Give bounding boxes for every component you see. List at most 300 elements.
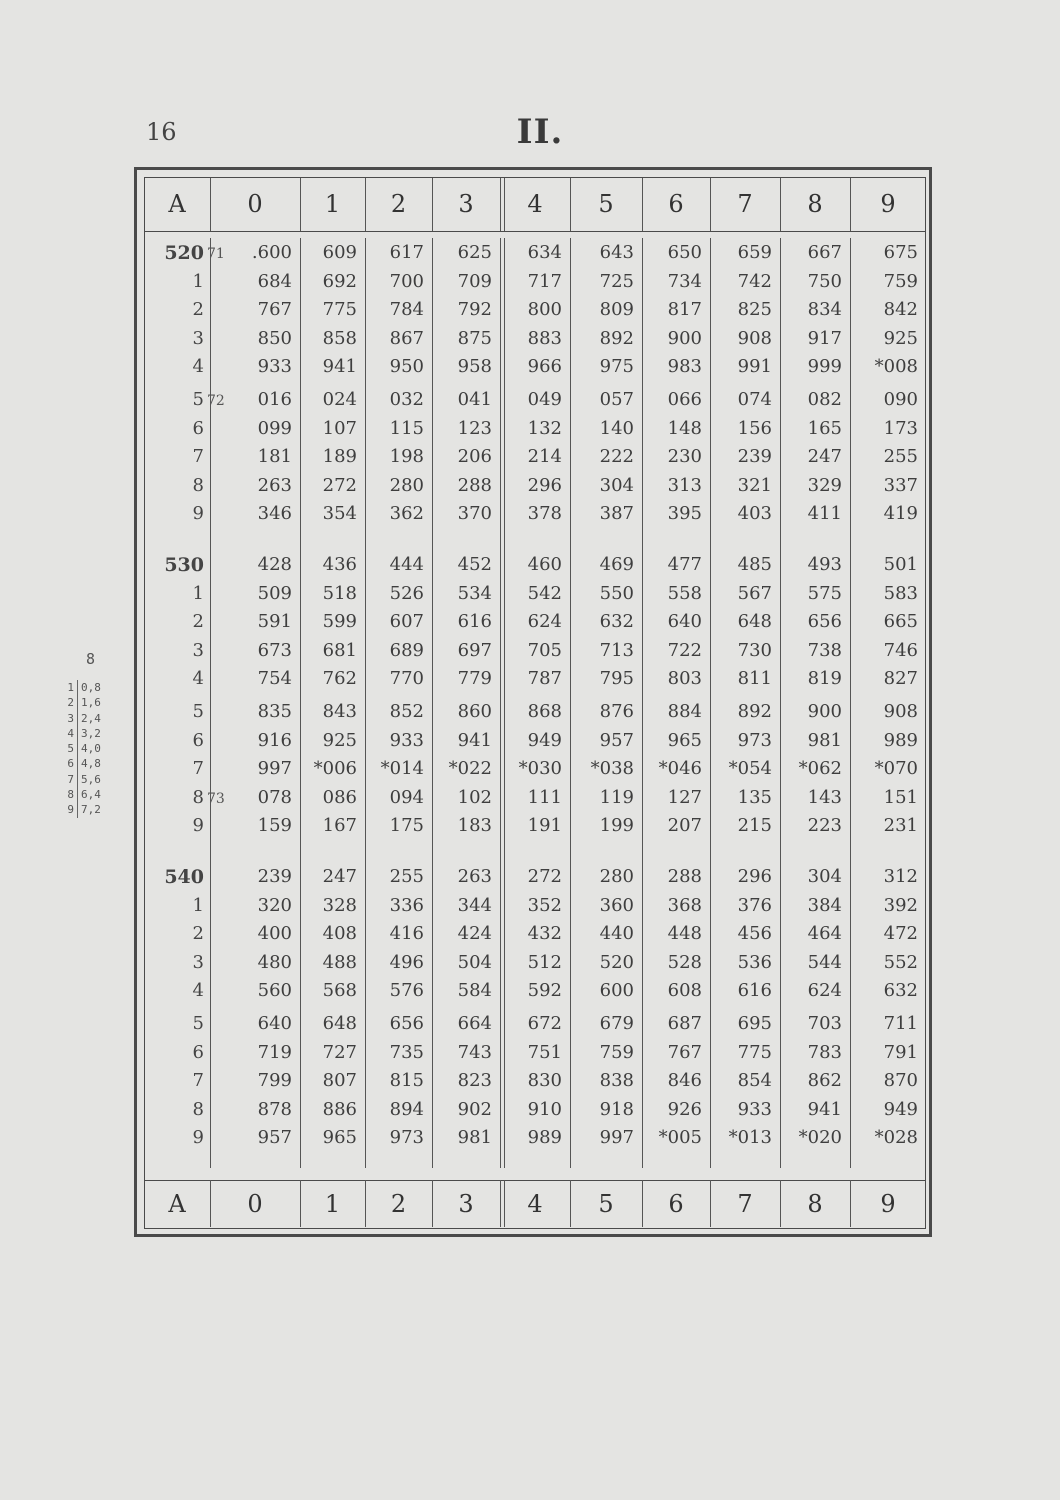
table-cell: 870 — [883, 1070, 918, 1092]
table-cell: 695 — [737, 1013, 772, 1034]
proportional-parts-value: 3,2 — [81, 726, 101, 740]
table-cell: *014 — [380, 758, 424, 780]
row-argument: 5 — [192, 1013, 204, 1034]
table-cell: 997 — [599, 1127, 634, 1149]
column-footer: 8 — [807, 1190, 823, 1218]
table-cell: 689 — [389, 639, 424, 661]
table-cell: 751 — [527, 1041, 562, 1063]
table-cell: 354 — [322, 503, 357, 525]
table-cell: *046 — [658, 758, 702, 780]
row-argument: 7 — [192, 1070, 204, 1092]
table-cell: 779 — [457, 668, 492, 690]
table-cell: 501 — [883, 554, 918, 575]
table-cell: 313 — [667, 474, 702, 496]
table-cell: 472 — [883, 923, 918, 945]
table-cell: *028 — [874, 1127, 918, 1149]
table-cell: 830 — [527, 1070, 562, 1092]
table-cell: 135 — [737, 786, 772, 808]
table-cell: 892 — [737, 701, 772, 722]
table-cell: 575 — [807, 582, 842, 604]
table-cell: *006 — [313, 758, 357, 780]
column-footer: 2 — [390, 1190, 407, 1218]
table-cell: 378 — [527, 503, 562, 525]
proportional-parts-multiplier: 5 — [60, 741, 78, 756]
row-argument: 4 — [192, 356, 204, 378]
table-cell: *062 — [798, 758, 842, 780]
table-cell: 791 — [883, 1041, 918, 1063]
table-cell: 900 — [667, 327, 702, 349]
table-cell: 617 — [389, 242, 424, 263]
table-cell: 583 — [883, 582, 918, 604]
proportional-parts-table — [60, 650, 130, 818]
table-cell: 624 — [807, 980, 842, 1002]
table-cell: 368 — [667, 894, 702, 916]
table-cell: 878 — [257, 1098, 292, 1120]
table-cell: 949 — [527, 729, 562, 751]
table-cell: 041 — [457, 389, 492, 410]
table-cell: *020 — [798, 1127, 842, 1149]
table-cell: 916 — [257, 729, 292, 751]
table-cell: 520 — [599, 951, 634, 973]
proportional-parts-row — [60, 695, 130, 710]
proportional-parts-row — [60, 772, 130, 787]
row-argument: 5 — [192, 389, 204, 410]
table-cell: 082 — [807, 389, 842, 410]
table-cell: 296 — [527, 474, 562, 496]
table-cell: 464 — [807, 923, 842, 945]
table-cell: 600 — [599, 980, 634, 1002]
row-argument: 6 — [192, 417, 204, 439]
table-cell: 370 — [457, 503, 492, 525]
table-cell: 973 — [389, 1127, 424, 1149]
table-cell: 941 — [457, 729, 492, 751]
proportional-parts-value: 4,8 — [81, 757, 101, 771]
table-cell: 933 — [257, 356, 292, 378]
table-cell: 966 — [527, 356, 562, 378]
table-cell: 843 — [322, 701, 357, 722]
table-cell: 143 — [807, 786, 842, 808]
table-cell: 754 — [257, 668, 292, 690]
row-argument: 8 — [192, 1098, 204, 1120]
table-cell: 807 — [322, 1070, 357, 1092]
table-cell: 189 — [322, 446, 357, 468]
table-cell: 607 — [389, 611, 424, 633]
row-argument: 3 — [192, 639, 204, 661]
table-cell: 362 — [389, 503, 424, 525]
proportional-parts-row — [60, 756, 130, 771]
table-cell: 719 — [257, 1041, 292, 1063]
table-cell: 941 — [807, 1098, 842, 1120]
table-cell: 767 — [257, 299, 292, 321]
table-cell: 656 — [389, 1013, 424, 1034]
table-cell: 255 — [389, 866, 424, 887]
mantissa-prefix: 71 — [207, 246, 225, 262]
row-argument: 4 — [192, 980, 204, 1002]
table-cell: 057 — [599, 389, 634, 410]
table-cell: 452 — [457, 554, 492, 575]
table-cell: 392 — [883, 894, 918, 916]
table-cell: 469 — [599, 554, 634, 575]
table-cell: 199 — [599, 815, 634, 837]
table-cell: 536 — [737, 951, 772, 973]
table-cell: 784 — [389, 299, 424, 321]
table-cell: 656 — [807, 611, 842, 633]
table-cell: 591 — [257, 611, 292, 633]
table-cell: 321 — [737, 474, 772, 496]
table-cell: 032 — [389, 389, 424, 410]
table-cell: 599 — [322, 611, 357, 633]
column-header: 9 — [880, 190, 896, 218]
table-cell: 456 — [737, 923, 772, 945]
table-cell: 989 — [883, 729, 918, 751]
table-cell: 223 — [807, 815, 842, 837]
table-cell: 078 — [257, 786, 292, 808]
table-cell: 151 — [883, 786, 918, 808]
table-cell: 941 — [322, 356, 357, 378]
table-cell: 424 — [457, 923, 492, 945]
table-cell: 775 — [737, 1041, 772, 1063]
row-argument: 1 — [192, 582, 204, 604]
table-cell: 722 — [667, 639, 702, 661]
proportional-parts-multiplier: 1 — [60, 680, 78, 695]
table-cell: 734 — [667, 270, 702, 292]
table-cell: 526 — [389, 582, 424, 604]
table-cell: 480 — [257, 951, 292, 973]
table-cell: 304 — [807, 866, 842, 887]
table-cell: 239 — [257, 866, 292, 887]
table-cell: 206 — [457, 446, 492, 468]
table-cell: 255 — [883, 446, 918, 468]
table-cell: 925 — [883, 327, 918, 349]
mantissa-prefix: 73 — [207, 790, 225, 807]
table-cell: 066 — [667, 389, 702, 410]
table-cell: 900 — [807, 701, 842, 722]
column-footer: 9 — [880, 1190, 896, 1218]
proportional-parts-row — [60, 787, 130, 802]
table-cell: 711 — [883, 1013, 918, 1034]
column-footer: 3 — [458, 1190, 474, 1218]
column-header: 1 — [324, 190, 341, 218]
table-cell: 123 — [457, 417, 492, 439]
table-cell: 625 — [457, 242, 492, 263]
table-cell: 167 — [322, 815, 357, 837]
header-rule — [144, 231, 926, 232]
table-cell: 883 — [527, 327, 562, 349]
table-cell: 608 — [667, 980, 702, 1002]
table-cell: 743 — [457, 1041, 492, 1063]
table-cell: 817 — [667, 299, 702, 321]
table-cell: 296 — [737, 866, 772, 887]
table-cell: 360 — [599, 894, 634, 916]
table-cell: 592 — [527, 980, 562, 1002]
table-cell: 159 — [257, 815, 292, 837]
table-cell: 999 — [807, 356, 842, 378]
table-cell: 485 — [737, 554, 772, 575]
proportional-parts-value: 5,6 — [81, 772, 101, 786]
table-cell: 090 — [883, 389, 918, 410]
table-cell: 288 — [667, 866, 702, 887]
table-cell: 376 — [737, 894, 772, 916]
row-argument: 3 — [192, 951, 204, 973]
table-cell: 787 — [527, 668, 562, 690]
table-cell: 387 — [599, 503, 634, 525]
table-cell: 231 — [883, 815, 918, 837]
row-argument: 8 — [192, 786, 204, 808]
table-cell: 815 — [389, 1070, 424, 1092]
table-cell: .600 — [251, 242, 292, 263]
table-cell: 838 — [599, 1070, 634, 1092]
table-cell: 713 — [599, 639, 634, 661]
table-cell: 648 — [737, 611, 772, 633]
column-header: 5 — [598, 190, 614, 218]
row-argument: 4 — [192, 668, 204, 690]
table-cell: 958 — [457, 356, 492, 378]
table-cell: *038 — [590, 758, 634, 780]
table-cell: 809 — [599, 299, 634, 321]
table-cell: 926 — [667, 1098, 702, 1120]
table-cell: 981 — [807, 729, 842, 751]
table-cell: 272 — [322, 474, 357, 496]
table-cell: 542 — [527, 582, 562, 604]
table-cell: 558 — [667, 582, 702, 604]
table-cell: 868 — [527, 701, 562, 722]
footer-rule-top — [144, 1180, 926, 1181]
table-cell: 049 — [527, 389, 562, 410]
table-cell: 876 — [599, 701, 634, 722]
table-cell: 965 — [322, 1127, 357, 1149]
table-cell: 140 — [599, 417, 634, 439]
table-cell: 679 — [599, 1013, 634, 1034]
table-cell: 512 — [527, 951, 562, 973]
table-cell: 263 — [257, 474, 292, 496]
table-cell: 759 — [883, 270, 918, 292]
row-argument: 530 — [164, 554, 204, 576]
table-cell: 762 — [322, 668, 357, 690]
row-argument: 7 — [192, 758, 204, 780]
table-cell: 933 — [389, 729, 424, 751]
table-cell: 609 — [322, 242, 357, 263]
table-cell: 850 — [257, 327, 292, 349]
table-cell: 852 — [389, 701, 424, 722]
table-cell: 767 — [667, 1041, 702, 1063]
table-cell: 074 — [737, 389, 772, 410]
table-cell: *013 — [728, 1127, 772, 1149]
table-cell: 576 — [389, 980, 424, 1002]
table-cell: 918 — [599, 1098, 634, 1120]
table-cell: 854 — [737, 1070, 772, 1092]
column-header: 0 — [247, 190, 263, 218]
table-cell: 115 — [389, 417, 424, 439]
table-cell: 428 — [257, 554, 292, 575]
table-cell: 643 — [599, 242, 634, 263]
section-title: II. — [516, 112, 564, 152]
table-cell: 280 — [599, 866, 634, 887]
column-footer: 0 — [247, 1190, 263, 1218]
row-argument: 3 — [192, 327, 204, 349]
table-cell: 803 — [667, 668, 702, 690]
table-cell: 950 — [389, 356, 424, 378]
table-cell: 667 — [807, 242, 842, 263]
row-argument: 520 — [164, 242, 204, 264]
row-argument: 8 — [192, 474, 204, 496]
table-cell: 173 — [883, 417, 918, 439]
proportional-parts-multiplier: 4 — [60, 726, 78, 741]
row-argument: 1 — [192, 894, 204, 916]
table-cell: 288 — [457, 474, 492, 496]
table-cell: 892 — [599, 327, 634, 349]
table-cell: 811 — [737, 668, 772, 690]
proportional-parts-row — [60, 726, 130, 741]
proportional-parts-value: 2,4 — [81, 711, 101, 725]
table-cell: 825 — [737, 299, 772, 321]
table-cell: 867 — [389, 327, 424, 349]
proportional-parts-row — [60, 680, 130, 695]
table-cell: 705 — [527, 639, 562, 661]
table-cell: 544 — [807, 951, 842, 973]
table-cell: 346 — [257, 503, 292, 525]
table-cell: 419 — [883, 503, 918, 525]
table-cell: 640 — [667, 611, 702, 633]
table-cell: 156 — [737, 417, 772, 439]
row-argument: 9 — [192, 503, 204, 525]
table-cell: 477 — [667, 554, 702, 575]
table-cell: 860 — [457, 701, 492, 722]
table-cell: 730 — [737, 639, 772, 661]
row-argument: 540 — [164, 866, 204, 888]
table-cell: 215 — [737, 815, 772, 837]
proportional-parts-value: 7,2 — [81, 803, 101, 817]
proportional-parts-multiplier: 6 — [60, 756, 78, 771]
table-cell: 981 — [457, 1127, 492, 1149]
table-cell: 408 — [322, 923, 357, 945]
table-cell: 304 — [599, 474, 634, 496]
table-cell: 148 — [667, 417, 702, 439]
table-cell: 846 — [667, 1070, 702, 1092]
table-cell: 640 — [257, 1013, 292, 1034]
table-cell: 416 — [389, 923, 424, 945]
table-cell: 239 — [737, 446, 772, 468]
proportional-parts-row — [60, 711, 130, 726]
table-cell: 198 — [389, 446, 424, 468]
table-cell: 750 — [807, 270, 842, 292]
table-cell: 528 — [667, 951, 702, 973]
table-cell: *054 — [728, 758, 772, 780]
table-cell: 132 — [527, 417, 562, 439]
table-cell: 687 — [667, 1013, 702, 1034]
proportional-parts-value: 1,6 — [81, 696, 101, 710]
page-number: 16 — [146, 118, 177, 146]
table-cell: 263 — [457, 866, 492, 887]
table-cell: 191 — [527, 815, 562, 837]
table-cell: 989 — [527, 1127, 562, 1149]
table-cell: 086 — [322, 786, 357, 808]
table-cell: 735 — [389, 1041, 424, 1063]
proportional-parts-value: 4,0 — [81, 742, 101, 756]
table-cell: 320 — [257, 894, 292, 916]
table-cell: 759 — [599, 1041, 634, 1063]
table-cell: 127 — [667, 786, 702, 808]
mantissa-prefix: 72 — [207, 393, 225, 409]
table-cell: 518 — [322, 582, 357, 604]
table-cell: 534 — [457, 582, 492, 604]
table-cell: *022 — [448, 758, 492, 780]
table-cell: 886 — [322, 1098, 357, 1120]
column-header: 2 — [390, 190, 407, 218]
table-cell: 908 — [737, 327, 772, 349]
column-header: A — [168, 190, 186, 218]
table-cell: 440 — [599, 923, 634, 945]
table-cell: 432 — [527, 923, 562, 945]
table-cell: 560 — [257, 980, 292, 1002]
proportional-parts-header: 8 — [86, 650, 96, 668]
table-cell: 352 — [527, 894, 562, 916]
table-cell: 272 — [527, 866, 562, 887]
column-header: 8 — [807, 190, 823, 218]
table-cell: 894 — [389, 1098, 424, 1120]
table-cell: 991 — [737, 356, 772, 378]
proportional-parts-multiplier: 3 — [60, 711, 78, 726]
table-cell: 568 — [322, 980, 357, 1002]
table-cell: 634 — [527, 242, 562, 263]
table-cell: 957 — [599, 729, 634, 751]
table-cell: 717 — [527, 270, 562, 292]
table-cell: 099 — [257, 417, 292, 439]
table-cell: 616 — [737, 980, 772, 1002]
table-cell: 175 — [389, 815, 424, 837]
table-cell: 222 — [599, 446, 634, 468]
table-cell: 692 — [322, 270, 357, 292]
column-footer: 4 — [527, 1190, 543, 1218]
table-cell: 411 — [807, 503, 842, 525]
table-cell: 795 — [599, 668, 634, 690]
table-cell: *008 — [874, 356, 918, 378]
table-cell: 834 — [807, 299, 842, 321]
table-cell: 181 — [257, 446, 292, 468]
table-cell: 230 — [667, 446, 702, 468]
table-cell: 624 — [527, 611, 562, 633]
table-cell: 664 — [457, 1013, 492, 1034]
row-argument: 9 — [192, 1127, 204, 1149]
table-cell: 444 — [389, 554, 424, 575]
table-cell: 725 — [599, 270, 634, 292]
table-cell: 703 — [807, 1013, 842, 1034]
table-cell: 697 — [457, 639, 492, 661]
table-cell: *005 — [658, 1127, 702, 1149]
table-cell: 616 — [457, 611, 492, 633]
table-cell: 094 — [389, 786, 424, 808]
table-cell: 119 — [599, 786, 634, 808]
table-cell: 102 — [457, 786, 492, 808]
row-argument: 7 — [192, 446, 204, 468]
table-cell: 973 — [737, 729, 772, 751]
table-cell: 783 — [807, 1041, 842, 1063]
row-argument: 1 — [192, 270, 204, 292]
table-cell: 460 — [527, 554, 562, 575]
table-cell: 344 — [457, 894, 492, 916]
table-cell: 165 — [807, 417, 842, 439]
table-cell: 681 — [322, 639, 357, 661]
proportional-parts-multiplier: 8 — [60, 787, 78, 802]
table-cell: 567 — [737, 582, 772, 604]
table-cell: 329 — [807, 474, 842, 496]
table-cell: 024 — [322, 389, 357, 410]
table-cell: 504 — [457, 951, 492, 973]
table-cell: 709 — [457, 270, 492, 292]
table-cell: 957 — [257, 1127, 292, 1149]
column-footer: 1 — [324, 1190, 341, 1218]
table-cell: *030 — [518, 758, 562, 780]
column-footer: 5 — [598, 1190, 614, 1218]
